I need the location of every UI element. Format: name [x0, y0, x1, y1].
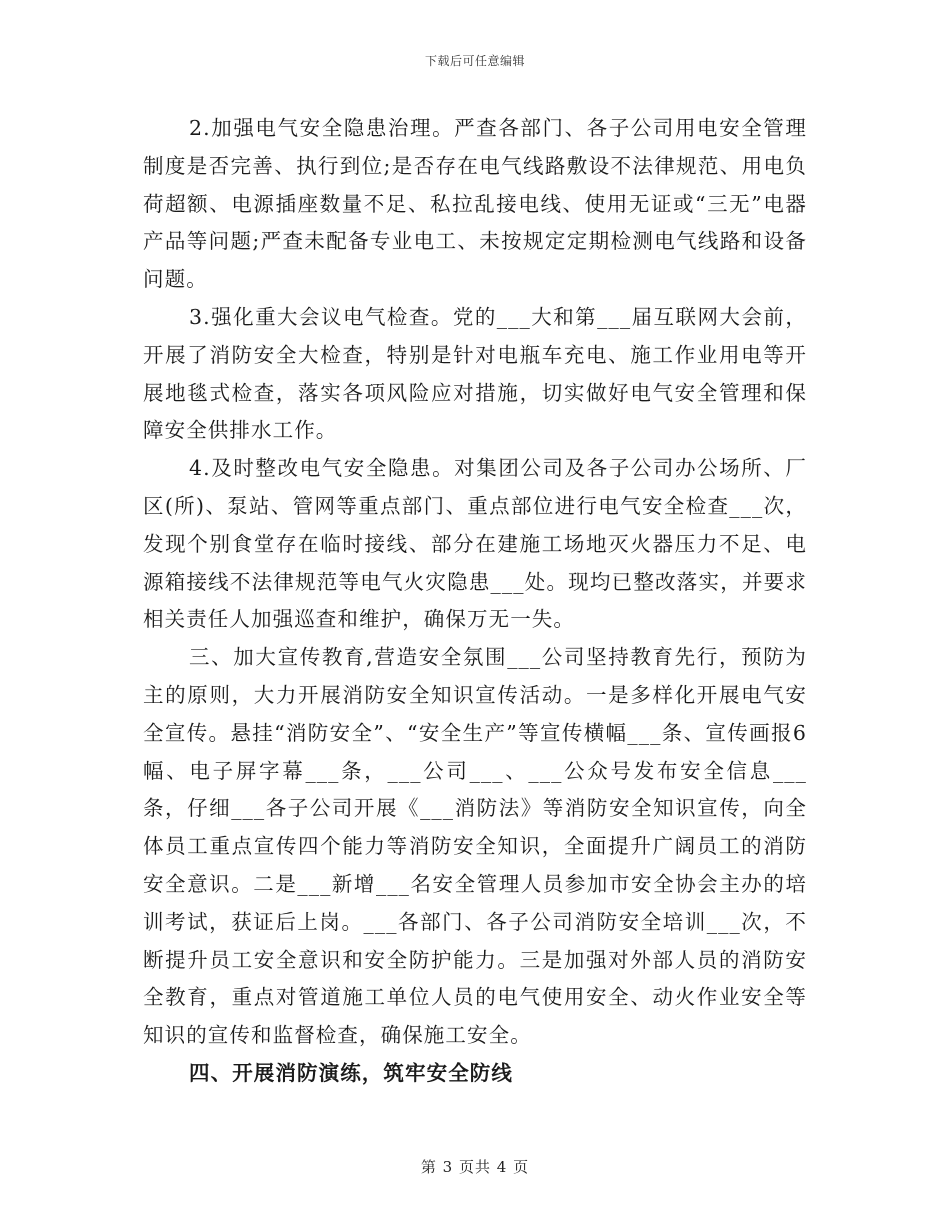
paragraph-hazard-rectification: 4.及时整改电气安全隐患。对集团公司及各子公司办公场所、厂区(所)、泵站、管网等重点部门、重点部位进行电气安全检查___次，发现个别食堂存在临时接线、部分在建施工场地灭火器压力不足、电源箱接线不法律规范等电气火灾隐患___处。现均已整改落实，并要求相关责任人加强巡查和维护，确保万无一失。 [143, 456, 807, 632]
paragraph-publicity-education: 三、加大宣传教育,营造安全氛围___公司坚持教育先行，预防为主的原则，大力开展消防安全知识宣传活动。一是多样化开展电气安全宣传。悬挂“消防安全”、“安全生产”等宣传横幅___条、宣传画报6幅、电子屏字幕___条，___公司___、___公众号发布安全信息___条，仔细___各子公司开展《___消防法》等消防安全知识宣传，向全体员工重点宣传四个能力等消防安全知识，全面提升广阔员工的消防安全意识。二是___新增___名安全管理人员参加市安全协会主办的培训考试，获证后上岗。___各部门、各子公司消防安全培训___次，不断提升员工安全意识和安全防护能力。三是加强对外部人员的消防安全教育，重点对管道施工单位人员的电气使用安全、动火作业安全等知识的宣传和监督检查，确保施工安全。 [143, 645, 807, 1048]
page-footer: 第 3 页共 4 页 [420, 1158, 530, 1176]
paragraph-electrical-hazard-governance: 2.加强电气安全隐患治理。严查各部门、各子公司用电安全管理制度是否完善、执行到位;是否存在电气线路敷设不法律规范、用电负荷超额、电源插座数量不足、私拉乱接电线、使用无证或“三无”电器产品等问题;严查未配备专业电工、未按规定定期检测电气线路和设备问题。 [143, 116, 807, 292]
page-header: 下载后可任意编辑 [424, 54, 525, 68]
paragraph-major-meeting-inspection: 3.强化重大会议电气检查。党的___大和第___届互联网大会前，开展了消防安全大检查，特别是针对电瓶车充电、施工作业用电等开展地毯式检查，落实各项风险应对措施，切实做好电气安全管理和保障安全供排水工作。 [143, 304, 807, 443]
section-heading: 四、开展消防演练，筑牢安全防线 [189, 1060, 513, 1085]
document-body [143, 110, 807, 1093]
